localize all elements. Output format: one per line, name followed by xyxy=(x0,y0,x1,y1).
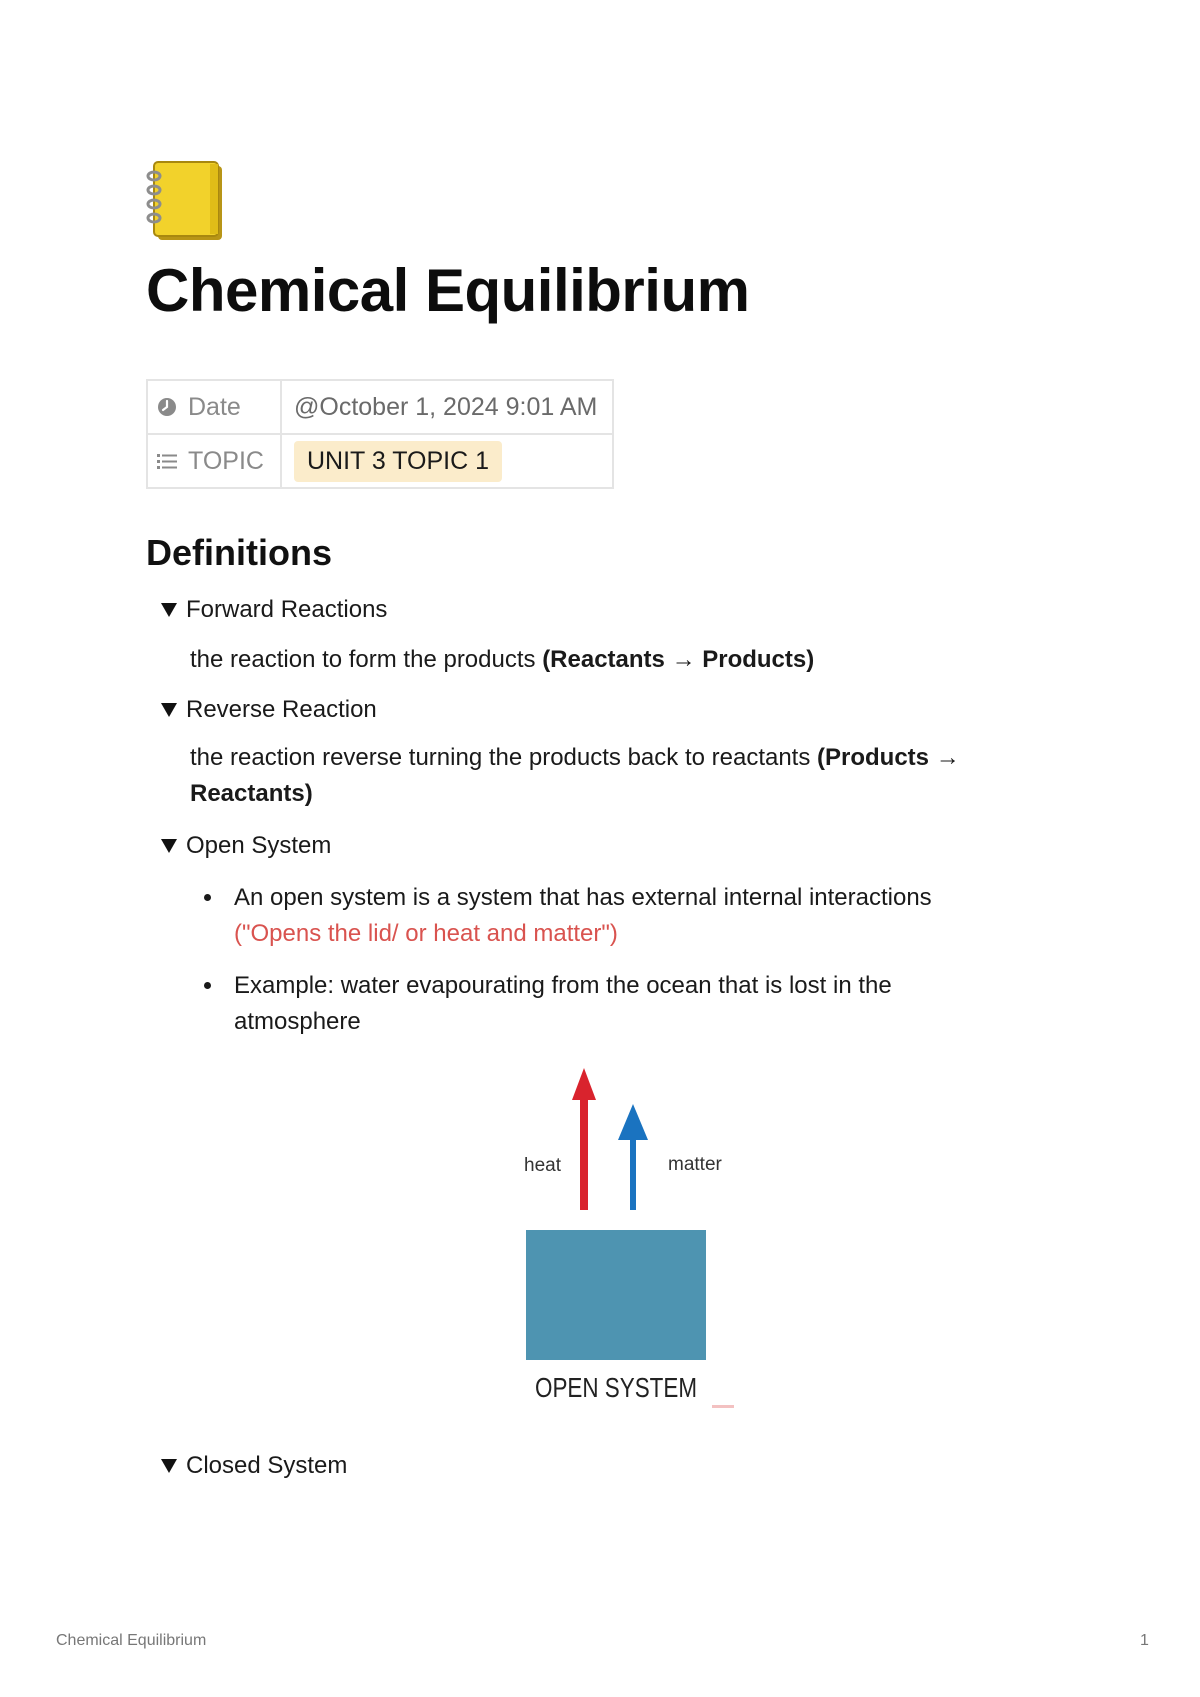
heat-arrow xyxy=(572,1068,596,1210)
heat-label: heat xyxy=(524,1155,561,1176)
bullet-dot xyxy=(204,982,211,989)
notebook-icon xyxy=(146,158,228,244)
bullet-plain: An open system is a system that has external internal interactions xyxy=(234,884,932,911)
toggle-label: Closed System xyxy=(186,1452,348,1479)
triangle-down-icon[interactable] xyxy=(160,602,178,618)
definition-bold: (Products → Reactants) xyxy=(190,744,960,807)
date-value[interactable]: @October 1, 2024 9:01 AM xyxy=(281,380,613,434)
system-box xyxy=(526,1230,706,1360)
property-key-label: Date xyxy=(188,392,241,421)
toggle-label: Open System xyxy=(186,832,332,859)
definition-text: the reaction reverse turning the products back to reactants xyxy=(190,744,818,771)
bullet-text: Example: water evapourating from the ocean that is lost in the atmosphere xyxy=(234,972,892,1035)
property-key-topic xyxy=(147,434,281,488)
property-row-date xyxy=(147,380,613,434)
open-system-diagram xyxy=(500,1060,750,1420)
triangle-down-icon[interactable] xyxy=(160,702,178,718)
definition-text: the reaction to form the products xyxy=(190,646,543,673)
page-title: Chemical Equilibrium xyxy=(146,257,750,324)
property-key-label: TOPIC xyxy=(188,446,264,475)
bullet-red-note: ("Opens the lid/ or heat and matter") xyxy=(234,920,618,947)
forward-definition xyxy=(190,642,1040,678)
topic-value[interactable] xyxy=(281,434,613,488)
definitions-heading: Definitions xyxy=(146,532,332,573)
reverse-definition xyxy=(190,740,1030,812)
bullet-text xyxy=(234,880,984,952)
list-icon xyxy=(156,450,178,472)
property-row-topic xyxy=(147,434,613,488)
matter-arrow xyxy=(618,1104,648,1210)
toggle-reverse-reaction[interactable] xyxy=(160,696,377,724)
toggle-label: Reverse Reaction xyxy=(186,696,377,723)
matter-label: matter xyxy=(668,1154,722,1175)
toggle-open-system[interactable] xyxy=(160,832,331,860)
bullet-dot xyxy=(204,894,211,901)
toggle-closed-system[interactable] xyxy=(160,1452,347,1480)
topic-tag[interactable]: UNIT 3 TOPIC 1 xyxy=(294,441,502,482)
clock-icon xyxy=(156,396,178,418)
system-box-label: OPEN SYSTEM xyxy=(535,1372,697,1403)
list-item xyxy=(204,968,984,1040)
footer-page-number: 1 xyxy=(1140,1632,1149,1649)
list-item xyxy=(204,880,984,952)
properties-table xyxy=(146,379,614,489)
triangle-down-icon[interactable] xyxy=(160,1458,178,1474)
triangle-down-icon[interactable] xyxy=(160,838,178,854)
property-key-date xyxy=(147,380,281,434)
footer-title: Chemical Equilibrium xyxy=(56,1632,207,1649)
toggle-forward-reactions[interactable] xyxy=(160,596,387,624)
toggle-label: Forward Reactions xyxy=(186,596,388,623)
definition-bold: (Reactants → Products) xyxy=(542,646,815,673)
